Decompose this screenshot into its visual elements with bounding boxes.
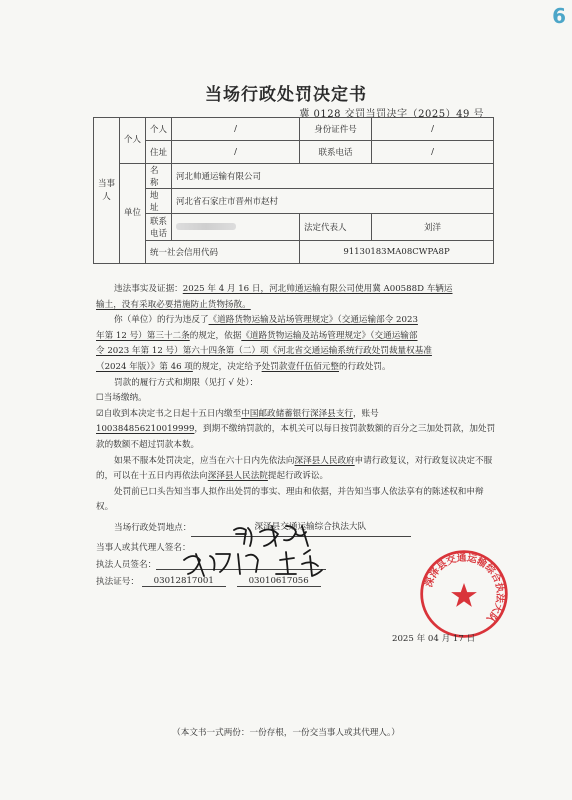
option-pay-to-bank: ☑自收到本决定书之日起十五日内缴至中国邮政储蓄银行深泽县支行，账号 100384856210019999，到期不缴纳罚款的，本机关可以每日按罚款数额的百分之三加处罚款，加处罚款的数额不超过罚款本数。 [96, 408, 496, 450]
individual-section-label: 个人 [120, 118, 146, 164]
document-title: 当场行政处罚决定书 [205, 85, 367, 105]
party-section-label: 当事人 [94, 118, 120, 264]
cert-number-1: 03012817001 [153, 576, 214, 586]
performance-label: 罚款的履行方式和期限（见打 √ 处）： [114, 377, 259, 388]
document-number: 冀 0128 交罚当罚决字（2025）49 号 [299, 109, 484, 120]
decision-body [96, 282, 496, 537]
facts-text-cont: 输土，没有采取必要措施防止货物扬散。 [96, 299, 251, 310]
unit-name-label: 名 称 [146, 164, 172, 189]
decision-date: 2025 年 04 月 17 日 [392, 634, 476, 644]
facts-text: 2025 年 4 月 16 日，河北帅通运输有限公司使用冀 A00588D 车辆运 [182, 284, 453, 294]
notice-paragraph: 处罚前已口头告知当事人拟作出处罚的事实、理由和依据，并告知当事人依法享有的陈述权和申辩权。 [96, 486, 484, 513]
credit-code-value: 91130183MA08CWPA8P [300, 241, 494, 264]
individual-name-label: 个人 [146, 118, 172, 141]
party-signature-row: 当事人或其代理人签名： [96, 543, 191, 553]
id-number-value: / [372, 118, 494, 141]
legal-rep-label: 法定代表人 [300, 214, 372, 241]
id-number-label: 身份证件号 [300, 118, 372, 141]
legal-rep-value: 刘洋 [372, 214, 494, 241]
facts-paragraph: 违法事实及证据：2025 年 4 月 16 日，河北帅通运输有限公司使用冀 A00588D 车辆运 输土，没有采取必要措施防止货物扬散。 [96, 284, 453, 310]
individual-phone-label: 联系电话 [300, 141, 372, 164]
individual-address-value: / [172, 141, 300, 164]
option-pay-on-site: ☐当场缴纳。 [96, 393, 147, 404]
unit-section-label: 单位 [120, 164, 146, 264]
unit-phone-value [172, 214, 300, 241]
corner-page-number: 6 [552, 4, 566, 28]
cert-number-row: 执法证号： 03012817001 03010617056 [96, 575, 321, 587]
credit-code-label: 统一社会信用代码 [146, 241, 300, 264]
party-info-table [93, 117, 494, 264]
svg-text:深泽县交通运输综合执法大队: 深泽县交通运输综合执法大队 [423, 552, 506, 625]
individual-address-label: 住址 [146, 141, 172, 164]
individual-phone-value: / [372, 141, 494, 164]
unit-phone-label: 联系电话 [146, 214, 172, 241]
appeal-paragraph: 如果不服本处罚决定，应当在六十日内先依法向深泽县人民政府申请行政复议，对行政复议决定不服的，可以在十五日内再依法向深泽县人民法院提起行政诉讼。 [96, 455, 493, 482]
unit-address-label: 地 址 [146, 189, 172, 214]
penalty-amount: 处罚款壹仟伍佰元整 [261, 361, 339, 372]
bank-name: 中国邮政储蓄银行深泽县支行 [241, 408, 353, 419]
penalty-location: 当场行政处罚地点： 深泽县交通运输综合执法大队 [96, 520, 496, 537]
footer-note: （本文书一式两份：一份存根，一份交当事人或其代理人。） [172, 728, 400, 738]
cert-number-2: 03010617056 [248, 576, 309, 586]
violation-paragraph: 你（单位）的行为违反了《道路货物运输及站场管理规定》（交通运输部令 2023 年第 12 号）第三十二条的规定，依据《道路货物运输及站场管理规定》（交通运输部 令 2023 年第 12 号）第六十四条第（二）项《河北省交通运输系统行政处罚裁量权基准 （2024 年版）》第 46 项的规定，决定给予处罚款壹仟伍佰元整的行政处罚。 [96, 315, 432, 372]
official-seal-stamp [418, 548, 510, 640]
handwritten-signatures [176, 520, 346, 582]
officer-signature-row: 执法人员签名： [96, 558, 326, 570]
individual-name-value: / [172, 118, 300, 141]
redacted-phone [176, 223, 236, 230]
unit-name-value: 河北帅通运输有限公司 [172, 164, 494, 189]
account-number: 100384856210019999 [96, 424, 195, 435]
unit-address-value: 河北省石家庄市晋州市赵村 [172, 189, 494, 214]
